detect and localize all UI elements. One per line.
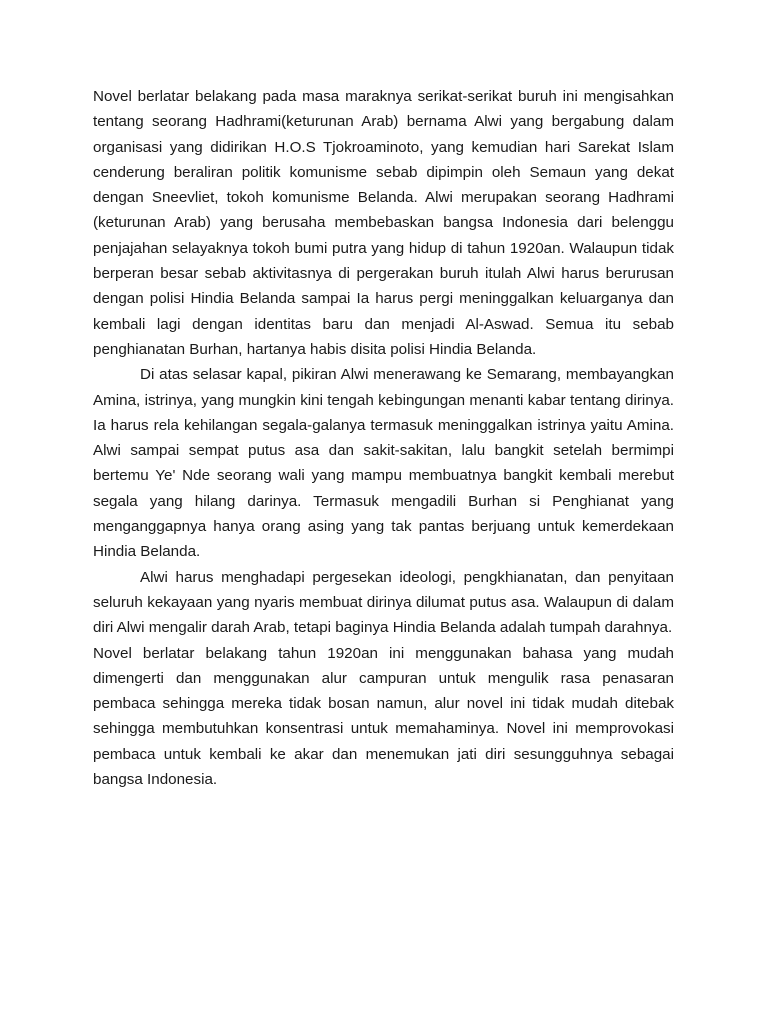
- paragraph-2: Di atas selasar kapal, pikiran Alwi menerawang ke Semarang, membayangkan Amina, istrinya, yang mungkin kini tengah kebingungan menanti kabar tentang dirinya. Ia harus rela kehilangan segala-galanya termasuk meninggalkan istrinya yaitu Amina. Alwi sampai sempat putus asa dan sakit-sakitan, lalu bangkit setelah bermimpi bertemu Ye' Nde seorang wali yang mampu membuatnya bangkit kembali merebut segala yang hilang darinya. Termasuk mengadili Burhan si Penghianat yang menganggapnya hanya orang asing yang tak pantas berjuang untuk kemerdekaan Hindia Belanda.: [93, 366, 674, 561]
- document-body: [93, 84, 674, 792]
- paragraph-1: Novel berlatar belakang pada masa maraknya serikat-serikat buruh ini mengisahkan tentang seorang Hadhrami(keturunan Arab) bernama Alwi yang bergabung dalam organisasi yang didirikan H.O.S Tjokroaminoto, yang kemudian hari Sarekat Islam cenderung beraliran politik komunisme sebab dipimpin oleh Semaun yang dekat dengan Sneevliet, tokoh komunisme Belanda. Alwi merupakan seorang Hadhrami (keturunan Arab) yang berusaha membebaskan bangsa Indonesia dari belenggu penjajahan selayaknya tokoh bumi putra yang hidup di tahun 1920an. Walaupun tidak berperan besar sebab aktivitasnya di pergerakan buruh itulah Alwi harus berurusan dengan polisi Hindia Belanda sampai Ia harus pergi meninggalkan keluarganya dan kembali lagi dengan identitas baru dan menjadi Al-Aswad. Semua itu sebab penghianatan Burhan, hartanya habis disita polisi Hindia Belanda.: [93, 88, 674, 358]
- paragraph-4: Novel berlatar belakang tahun 1920an ini menggunakan bahasa yang mudah dimengerti dan menggunakan alur campuran untuk mengulik rasa penasaran pembaca sehingga mereka tidak bosan namun, alur novel ini tidak mudah ditebak sehingga membutuhkan konsentrasi untuk memahaminya. Novel ini memprovokasi pembaca untuk kembali ke akar dan menemukan jati diri sesungguhnya sebagai bangsa Indonesia.: [93, 644, 674, 789]
- paragraph-3: Alwi harus menghadapi pergesekan ideologi, pengkhianatan, dan penyitaan seluruh kekayaan yang nyaris membuat dirinya dilumat putus asa. Walaupun di dalam diri Alwi mengalir darah Arab, tetapi baginya Hindia Belanda adalah tumpah darahnya.: [93, 568, 674, 637]
